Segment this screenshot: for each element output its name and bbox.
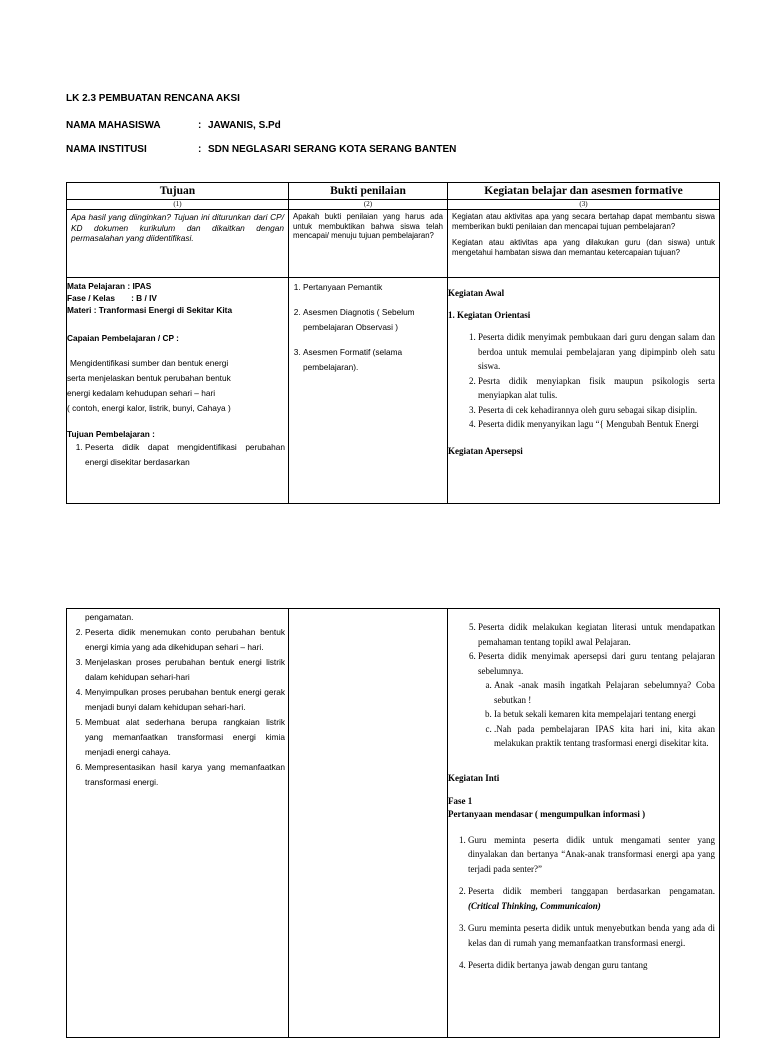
kegiatan-cell-top bbox=[448, 278, 720, 504]
colon: : bbox=[198, 120, 202, 131]
inti-item-skill: (Critical Thinking, Communicaion) bbox=[468, 900, 601, 911]
column-header-bukti: Bukti penilaian bbox=[289, 183, 448, 200]
subject-line: Mata Pelajaran : IPAS bbox=[67, 281, 152, 291]
institution-value: SDN NEGLASARI SERANG KOTA SERANG BANTEN bbox=[208, 144, 457, 155]
tp-item: 3. Menjelaskan proses perubahan bentuk energi listrik dalam kehidupan sehari-hari bbox=[85, 655, 285, 685]
tp-item: 2. Peserta didik menemukan conto perubahan bentuk energi kimia yang ada dikehidupan sehari – hari. bbox=[85, 625, 285, 655]
column-number-1: (1) bbox=[67, 200, 289, 210]
inti-list bbox=[448, 833, 719, 973]
tp-item: 5. Membuat alat sederhana berupa rangkaian listrik yang memanfaatkan transformasi energi kimia menjadi energi cahaya. bbox=[85, 715, 285, 760]
guiding-question-bukti: Apakah bukti penilaian yang harus ada untuk membuktikan bahwa siswa telah mencapai/ menuju tujuan pembelajaran? bbox=[293, 212, 443, 241]
evidence-item: 3. Asesmen Formatif (selama pembelajaran). bbox=[303, 345, 444, 375]
cp-text-line-2: serta menjelaskan bentuk perubahan bentuk bbox=[67, 373, 231, 383]
column-number-2: (2) bbox=[289, 200, 448, 210]
orientasi-item: 4. Peserta didik menyanyikan lagu “{ Mengubah Bentuk Energi bbox=[478, 417, 715, 432]
guiding-question-cell-1 bbox=[67, 210, 289, 278]
colon: : bbox=[198, 144, 202, 155]
student-name-row bbox=[66, 120, 281, 131]
column-number-3: (3) bbox=[448, 200, 720, 210]
bukti-cell-bottom bbox=[289, 609, 448, 1038]
kegiatan-awal-heading: Kegiatan Awal bbox=[448, 288, 505, 298]
inti-item: 4. Peserta didik bertanya jawab dengan guru tantang bbox=[468, 958, 715, 973]
column-header-row bbox=[67, 183, 720, 200]
orientasi-item: 1. Peserta didik menyimak pembukaan dari guru dengan salam dan berdoa untuk memulai pembelajaran yang dipimpinb oleh satu siswa. bbox=[478, 330, 715, 374]
cp-text-line-1: Mengidentifikasi sumber dan bentuk energi bbox=[70, 358, 229, 368]
student-name-label: NAMA MAHASISWA bbox=[66, 120, 161, 131]
evidence-list bbox=[289, 280, 447, 375]
tp-continuation: pengamatan. bbox=[85, 612, 134, 622]
tp-list-top bbox=[67, 440, 288, 470]
fase-1-title: Pertanyaan mendasar ( mengumpulkan informasi ) bbox=[448, 808, 646, 819]
kegiatan-cell-bottom bbox=[448, 609, 720, 1038]
tujuan-cell-top bbox=[67, 278, 289, 504]
inti-item-text: Peserta didik memberi tanggapan berdasarkan pengamatan. bbox=[468, 886, 715, 896]
guiding-question-cell-2 bbox=[289, 210, 448, 278]
inti-item: 1. Guru meminta peserta didik untuk mengamati senter yang dinyalakan dan bertanya “Anak-anak transformasi energi apa yang terjadi pada senter?” bbox=[468, 833, 715, 877]
tp-heading: Tujuan Pembelajaran : bbox=[67, 429, 155, 439]
orientasi-heading: 1. Kegiatan Orientasi bbox=[448, 310, 531, 320]
apersepsi-subitem: a. Anak -anak masih ingatkah Pelajaran sebelumnya? Coba sebutkan ! bbox=[494, 678, 715, 707]
institution-label: NAMA INSTITUSI bbox=[66, 144, 147, 155]
guiding-question-kegiatan-b: Kegiatan atau aktivitas apa yang dilakukan guru (dan siswa) untuk mengetahui hambatan siswa dan memantau ketercapaian tujuan? bbox=[452, 238, 715, 257]
evidence-item: 1. Pertanyaan Pemantik bbox=[303, 280, 444, 295]
inti-item bbox=[468, 884, 715, 913]
tp-item: 4. Menyimpulkan proses perubahan bentuk energi gerak menjadi bunyi dalam kehidupan sehari-hari. bbox=[85, 685, 285, 715]
tp-item: 6. Mempresentasikan hasil karya yang memanfaatkan transformasi energi. bbox=[85, 760, 285, 790]
fase-1-label: Fase 1 bbox=[448, 795, 473, 806]
column-header-kegiatan: Kegiatan belajar dan asesmen formative bbox=[448, 183, 720, 200]
student-name-value: JAWANIS, S.Pd bbox=[208, 120, 281, 131]
cp-heading: Capaian Pembelajaran / CP : bbox=[67, 333, 179, 343]
bukti-cell-top bbox=[289, 278, 448, 504]
orientasi-list bbox=[448, 330, 719, 432]
apersepsi-sublist bbox=[478, 678, 719, 751]
phase-class-line: Fase / Kelas : B / IV bbox=[67, 293, 157, 303]
apersepsi-item: 6. Peserta didik menyimak apersepsi dari guru tentang pelajaran sebelumnya. bbox=[478, 649, 715, 678]
cp-text-line-3: energi kedalam kehudupan sehari – hari bbox=[67, 388, 216, 398]
tujuan-cell-bottom bbox=[67, 609, 289, 1038]
tp-item: 1. Peserta didik dapat mengidentifikasi perubahan energi disekitar berdasarkan bbox=[85, 440, 285, 470]
orientasi-item: 2. Pesrta didik menyiapkan fisik maupun psikologis serta menyiapkan alat tulis. bbox=[478, 374, 715, 403]
apersepsi-heading: Kegiatan Apersepsi bbox=[448, 445, 523, 456]
kegiatan-inti-heading: Kegiatan Inti bbox=[448, 772, 500, 783]
apersepsi-subitem: c. .Nah pada pembelajaran IPAS kita hari ini, kita akan melakukan praktik tentang trasformasi energi disekitar kita. bbox=[494, 722, 715, 751]
column-number-row bbox=[67, 200, 720, 210]
institution-row bbox=[66, 144, 456, 155]
content-row-bottom bbox=[67, 609, 720, 1038]
action-plan-table-bottom bbox=[66, 608, 720, 1038]
document-title: LK 2.3 PEMBUATAN RENCANA AKSI bbox=[66, 93, 240, 104]
guiding-question-row bbox=[67, 210, 720, 278]
guiding-question-cell-3 bbox=[448, 210, 720, 278]
tp-list-bottom bbox=[67, 625, 288, 790]
apersepsi-subitem: b. Ia betuk sekali kemaren kita mempelajari tentang energi bbox=[494, 707, 715, 722]
evidence-item: 2. Asesmen Diagnotis ( Sebelum pembelajaran Observasi ) bbox=[303, 305, 444, 335]
material-line: Materi : Tranformasi Energi di Sekitar Kita bbox=[67, 305, 233, 315]
orientasi-item: 3. Peserta di cek kehadirannya oleh guru sebagai sikap disiplin. bbox=[478, 403, 715, 418]
guiding-question-kegiatan-a: Kegiatan atau aktivitas apa yang secara bertahap dapat membantu siswa memberikan bukti penilaian dan mencapai tujuan pembelajaran? bbox=[452, 212, 715, 231]
cp-text-line-4: ( contoh, energi kalor, listrik, bunyi, Cahaya ) bbox=[67, 403, 231, 413]
content-row-top bbox=[67, 278, 720, 504]
action-plan-table-top bbox=[66, 182, 720, 504]
apersepsi-list bbox=[448, 620, 719, 678]
inti-item: 3. Guru meminta peserta didik untuk menyebutkan benda yang ada di kelas dan di rumah yang memanfaatkan transformasi energi. bbox=[468, 921, 715, 950]
apersepsi-item: 5. Peserta didik melakukan kegiatan literasi untuk mendapatkan pemahaman tentang topikl awal Pelajaran. bbox=[478, 620, 715, 649]
guiding-question-tujuan: Apa hasil yang diinginkan? Tujuan ini diturunkan dari CP/ KD dokumen kurikulum dan dikaitkan dengan permasalahan yang diidentifikasi. bbox=[71, 212, 284, 243]
column-header-tujuan: Tujuan bbox=[67, 183, 289, 200]
